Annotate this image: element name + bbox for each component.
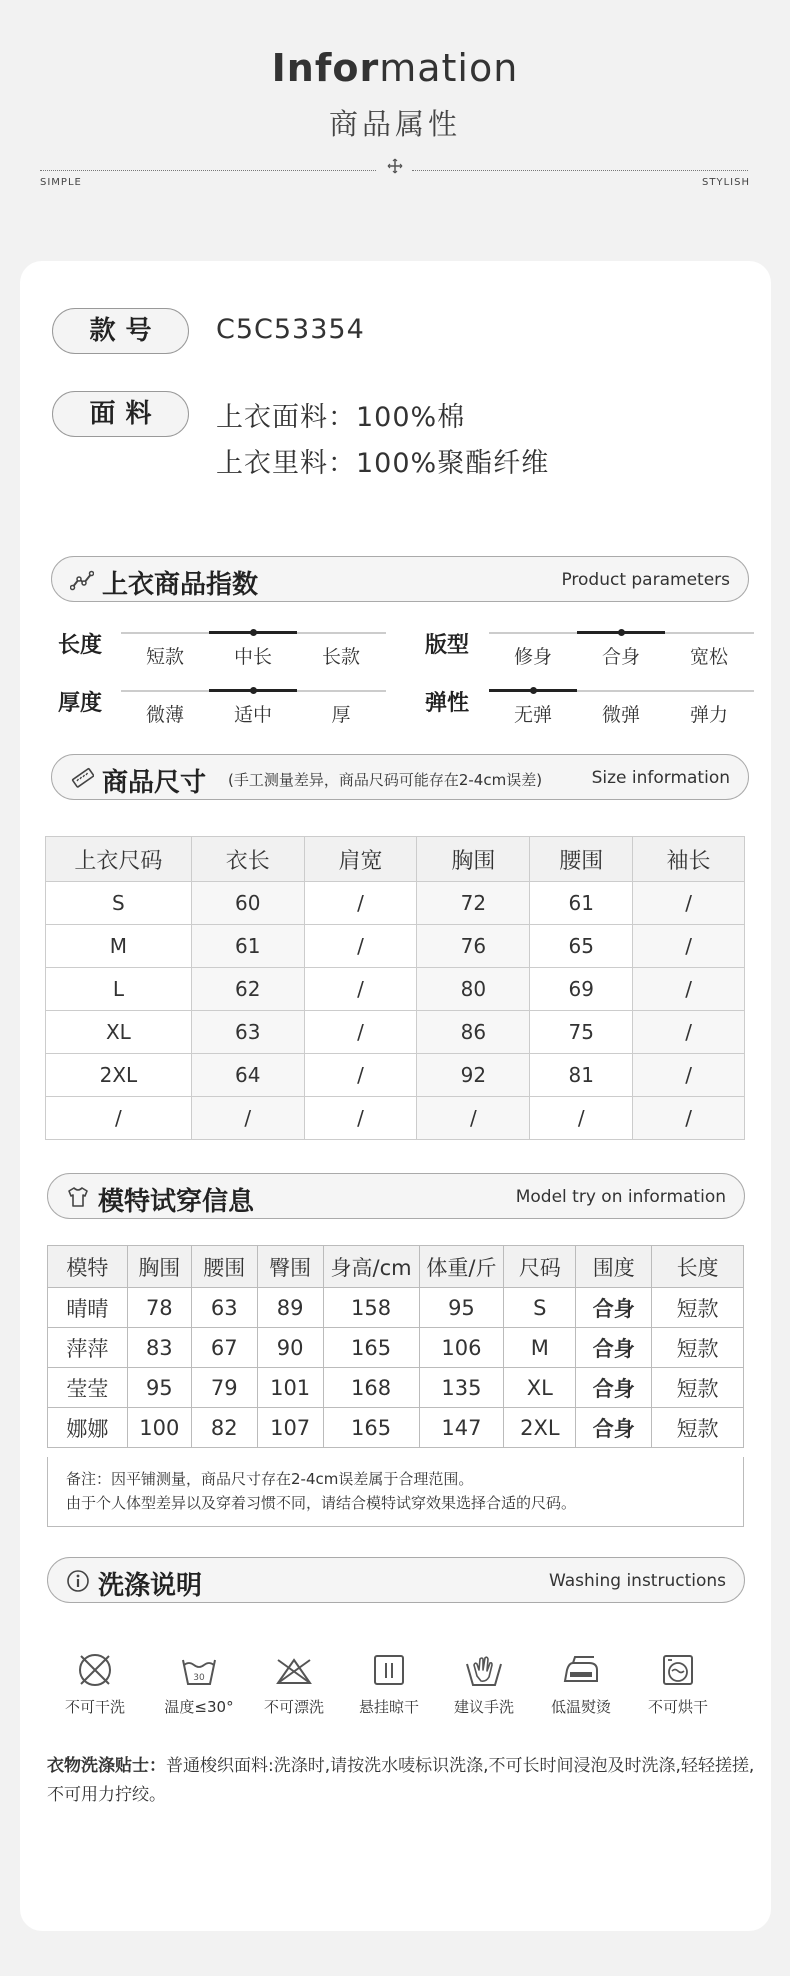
table-cell: 67: [191, 1328, 257, 1368]
care-label: 不可烘干: [647, 1698, 708, 1716]
table-cell: /: [633, 925, 745, 968]
ruler-icon: [70, 766, 94, 790]
table-cell: XL: [46, 1011, 192, 1054]
care-no-dry-clean: [47, 1650, 143, 1717]
model-col-hip: 臀围: [257, 1246, 323, 1288]
table-cell: XL: [504, 1368, 576, 1408]
trend-line-icon: [70, 568, 94, 592]
model-info-en: Model try on information: [515, 1187, 726, 1207]
table-cell: 短款: [652, 1408, 744, 1448]
table-row: [46, 1011, 745, 1054]
tshirt-icon: [66, 1185, 90, 1209]
table-cell: 106: [419, 1328, 504, 1368]
table-cell: 78: [127, 1288, 191, 1328]
length-option-short: 短款: [145, 646, 184, 668]
care-label: 不可漂洗: [263, 1698, 324, 1716]
size-col-size: 上衣尺码: [46, 837, 192, 882]
care-wash-30: [151, 1650, 247, 1717]
wash-temp-text: 30: [193, 1673, 205, 1683]
page-subtitle: 商品属性: [328, 107, 461, 141]
no-dry-clean-icon: [75, 1650, 115, 1690]
table-cell: /: [633, 968, 745, 1011]
washing-tip: [47, 1752, 757, 1810]
table-cell: 72: [417, 882, 530, 925]
table-cell: /: [633, 1011, 745, 1054]
header-divider-right: [412, 170, 748, 171]
table-cell: M: [504, 1328, 576, 1368]
table-cell: M: [46, 925, 192, 968]
table-cell: 合身: [576, 1368, 652, 1408]
thickness-scale: [121, 690, 386, 726]
fit-scale: [489, 632, 754, 668]
table-cell: /: [304, 1097, 417, 1140]
table-cell: 64: [191, 1054, 304, 1097]
table-cell: 短款: [652, 1368, 744, 1408]
size-info-bar: [51, 754, 749, 800]
table-cell: /: [304, 1011, 417, 1054]
table-cell: /: [46, 1097, 192, 1140]
table-cell: 168: [323, 1368, 419, 1408]
no-tumble-dry-icon: [658, 1650, 698, 1690]
table-cell: L: [46, 968, 192, 1011]
table-cell: /: [633, 1054, 745, 1097]
table-cell: 合身: [576, 1408, 652, 1448]
model-table: [47, 1245, 744, 1448]
fit-option-loose: 宽松: [689, 646, 728, 668]
table-row: [48, 1368, 744, 1408]
table-cell: 89: [257, 1288, 323, 1328]
fabric-line-outer: 上衣面料：100%棉: [216, 402, 466, 433]
simple-label: SIMPLE: [40, 177, 82, 188]
table-cell: 娜娜: [48, 1408, 128, 1448]
thickness-selected-dot: [250, 687, 257, 694]
remark-line-2: 由于个人体型差异以及穿着习惯不同，请结合模特试穿效果选择合适的尺码。: [66, 1494, 577, 1512]
info-heading: [0, 46, 790, 90]
length-option-mid: 中长: [233, 646, 272, 668]
size-col-chest: 胸围: [417, 837, 530, 882]
model-col-weight: 体重/斤: [419, 1246, 504, 1288]
table-cell: /: [191, 1097, 304, 1140]
table-cell: 合身: [576, 1328, 652, 1368]
table-cell: 69: [530, 968, 633, 1011]
length-scale: [121, 632, 386, 668]
size-col-waist: 腰围: [530, 837, 633, 882]
table-cell: /: [633, 1097, 745, 1140]
table-cell: 61: [530, 882, 633, 925]
elasticity-selected-dot: [530, 687, 537, 694]
washing-en: Washing instructions: [548, 1571, 726, 1591]
product-index-en: Product parameters: [561, 570, 730, 590]
size-col-sleeve: 袖长: [633, 837, 745, 882]
care-label: 温度≤30°: [164, 1698, 234, 1716]
size-table-header: [46, 837, 745, 882]
table-cell: 63: [191, 1011, 304, 1054]
header-divider-left: [40, 170, 376, 171]
remark-line-1: 备注：因平铺测量，商品尺寸存在2-4cm误差属于合理范围。: [66, 1470, 474, 1488]
washing-tip-text: 普通梭织面料:洗涤时,请按洗水唛标识洗涤,不可长时间浸泡及时洗涤,轻轻搓搓,不可用力拧绞。: [47, 1756, 755, 1805]
fit-option-regular: 合身: [601, 646, 640, 668]
table-cell: /: [304, 882, 417, 925]
model-col-height: 身高/cm: [323, 1246, 419, 1288]
elasticity-option-stretch: 弹力: [689, 704, 728, 726]
wash-30-icon: [179, 1650, 219, 1690]
care-hand-wash: [436, 1650, 532, 1717]
style-number-value: C5C53354: [216, 314, 365, 345]
table-cell: /: [417, 1097, 530, 1140]
thickness-option-medium: 适中: [233, 704, 272, 726]
size-col-shoulder: 肩宽: [304, 837, 417, 882]
table-cell: 165: [323, 1408, 419, 1448]
table-cell: /: [304, 1054, 417, 1097]
table-cell: 107: [257, 1408, 323, 1448]
table-cell: 65: [530, 925, 633, 968]
table-cell: 86: [417, 1011, 530, 1054]
table-cell: /: [530, 1097, 633, 1140]
table-cell: 79: [191, 1368, 257, 1408]
washing-title: 洗涤说明: [98, 1571, 203, 1601]
table-row: [48, 1408, 744, 1448]
elasticity-option-slight: 微弹: [601, 704, 640, 726]
table-cell: 158: [323, 1288, 419, 1328]
care-no-bleach: [246, 1650, 342, 1717]
size-info-title: 商品尺寸: [102, 768, 207, 798]
table-row: [46, 925, 745, 968]
washing-tip-title: 衣物洗涤贴士：: [47, 1756, 166, 1776]
elasticity-option-none: 无弹: [513, 704, 552, 726]
table-cell: 2XL: [504, 1408, 576, 1448]
thickness-option-thin: 微薄: [145, 704, 184, 726]
table-cell: 92: [417, 1054, 530, 1097]
table-cell: /: [633, 882, 745, 925]
table-cell: S: [504, 1288, 576, 1328]
table-cell: 60: [191, 882, 304, 925]
care-label: 悬挂晾干: [358, 1698, 419, 1716]
style-number-pill: 款号: [52, 308, 189, 354]
table-cell: 短款: [652, 1328, 744, 1368]
model-col-waist: 腰围: [191, 1246, 257, 1288]
care-low-iron: [533, 1650, 629, 1717]
table-cell: 76: [417, 925, 530, 968]
care-no-tumble-dry: [630, 1650, 726, 1717]
table-cell: 合身: [576, 1288, 652, 1328]
model-table-header: [48, 1246, 744, 1288]
table-cell: /: [304, 968, 417, 1011]
model-remark: [47, 1457, 744, 1527]
table-cell: 101: [257, 1368, 323, 1408]
table-cell: 95: [127, 1368, 191, 1408]
attr-label-thickness: 厚度: [58, 691, 103, 716]
table-cell: 135: [419, 1368, 504, 1408]
model-info-title: 模特试穿信息: [98, 1187, 255, 1217]
table-cell: 95: [419, 1288, 504, 1328]
washing-bar: [47, 1557, 745, 1603]
table-cell: 61: [191, 925, 304, 968]
product-index-title: 上衣商品指数: [102, 570, 259, 600]
fit-option-slim: 修身: [513, 646, 552, 668]
table-cell: 83: [127, 1328, 191, 1368]
hang-dry-icon: [369, 1650, 409, 1690]
table-cell: 75: [530, 1011, 633, 1054]
care-label: 不可干洗: [64, 1698, 125, 1716]
size-col-length: 衣长: [191, 837, 304, 882]
thickness-option-thick: 厚: [331, 704, 351, 726]
table-cell: 晴晴: [48, 1288, 128, 1328]
model-col-chest: 胸围: [127, 1246, 191, 1288]
no-bleach-icon: [274, 1650, 314, 1690]
table-row: [46, 882, 745, 925]
hand-wash-icon: [464, 1650, 504, 1690]
table-row: [48, 1328, 744, 1368]
table-row: [48, 1288, 744, 1328]
low-iron-icon: [561, 1650, 601, 1690]
table-cell: 82: [191, 1408, 257, 1448]
length-selected-dot: [250, 629, 257, 636]
attr-label-length: 长度: [58, 633, 103, 658]
model-col-name: 模特: [48, 1246, 128, 1288]
table-cell: 莹莹: [48, 1368, 128, 1408]
fabric-pill: 面料: [52, 391, 189, 437]
care-hang-dry: [341, 1650, 437, 1717]
fabric-line-lining: 上衣里料：100%聚酯纤维: [216, 448, 550, 479]
attr-label-fit: 版型: [425, 633, 470, 658]
care-label: 低温熨烫: [550, 1698, 611, 1716]
care-label: 建议手洗: [453, 1698, 514, 1716]
table-cell: S: [46, 882, 192, 925]
table-cell: 81: [530, 1054, 633, 1097]
model-col-fit: 围度: [576, 1246, 652, 1288]
table-cell: 90: [257, 1328, 323, 1368]
size-info-note: (手工测量差异，商品尺码可能存在2-4cm误差): [228, 771, 543, 789]
table-row: [46, 968, 745, 1011]
table-cell: 147: [419, 1408, 504, 1448]
table-row: [46, 1097, 745, 1140]
table-cell: 62: [191, 968, 304, 1011]
model-col-size: 尺码: [504, 1246, 576, 1288]
size-info-en: Size information: [591, 768, 730, 788]
table-cell: /: [304, 925, 417, 968]
length-option-long: 长款: [321, 646, 360, 668]
table-cell: 80: [417, 968, 530, 1011]
crosshair-icon: [384, 158, 406, 180]
product-index-bar: [51, 556, 749, 602]
table-cell: 萍萍: [48, 1328, 128, 1368]
table-row: [46, 1054, 745, 1097]
stylish-label: STYLISH: [702, 177, 750, 188]
info-heading-light: mation: [379, 46, 519, 90]
info-icon: [66, 1569, 90, 1593]
fit-selected-dot: [618, 629, 625, 636]
table-cell: 165: [323, 1328, 419, 1368]
model-col-length: 长度: [652, 1246, 744, 1288]
table-cell: 短款: [652, 1288, 744, 1328]
elasticity-scale: [489, 690, 754, 726]
table-cell: 63: [191, 1288, 257, 1328]
info-heading-bold: Infor: [271, 46, 380, 90]
table-cell: 100: [127, 1408, 191, 1448]
attr-label-elasticity: 弹性: [425, 691, 470, 716]
table-cell: 2XL: [46, 1054, 192, 1097]
size-table: [45, 836, 745, 1140]
model-info-bar: [47, 1173, 745, 1219]
